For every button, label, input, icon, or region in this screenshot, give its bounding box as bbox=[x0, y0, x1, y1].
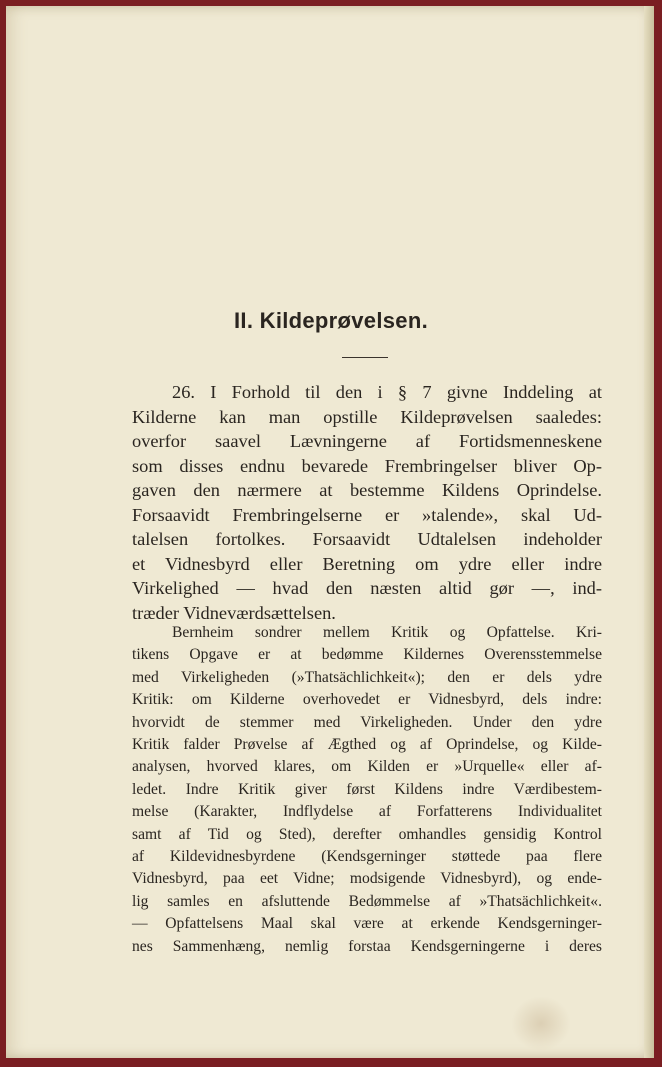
text-line: et Vidnesbyrd eller Beretning om ydre eller indre bbox=[132, 553, 602, 574]
note-line: Kritik: om Kilderne overhovedet er Vidnesbyrd, dels indre: bbox=[132, 691, 602, 709]
text-line: Virkelighed — hvad den næsten altid gør —, ind- bbox=[132, 578, 602, 598]
main-paragraph bbox=[132, 380, 602, 625]
note-line: lig samles en afsluttende Bedømmelse af »Thatsächlichkeit«. bbox=[132, 892, 602, 910]
text-line: talelsen fortolkes. Forsaavidt Udtalelsen indeholder bbox=[132, 529, 602, 549]
heading-rule bbox=[342, 357, 388, 358]
text-line: overfor saavel Lævningerne af Fortidsmenneskene bbox=[132, 431, 602, 451]
note-line: nes Sammenhæng, nemlig forstaa Kendsgerningerne i deres bbox=[132, 937, 602, 955]
text-line: Forsaavidt Frembringelserne er »talende», skal Ud- bbox=[132, 504, 602, 525]
note-line: hvorvidt de stemmer med Virkeligheden. Under den ydre bbox=[132, 713, 602, 731]
note-line: Kritik falder Prøvelse af Ægthed og af Oprindelse, og Kilde- bbox=[132, 736, 602, 754]
note-line: samt af Tid og Sted), derefter omhandles gensidig Kontrol bbox=[132, 825, 602, 843]
note-line: Vidnesbyrd, paa eet Vidne; modsigende Vidnesbyrd), og ende- bbox=[132, 870, 602, 888]
text-line: Kilderne kan man opstille Kildeprøvelsen saaledes: bbox=[132, 406, 602, 427]
paper-stain bbox=[511, 996, 571, 1051]
note-line: ledet. Indre Kritik giver først Kildens indre Værdibestem- bbox=[132, 780, 602, 798]
note-line: af Kildevidnesbyrdene (Kendsgerninger støttede paa flere bbox=[132, 848, 602, 866]
note-line: tikens Opgave er at bedømme Kildernes Overensstemmelse bbox=[132, 646, 602, 664]
text-line: træder Vidneværdsættelsen. bbox=[132, 602, 336, 623]
page-edge bbox=[644, 6, 654, 1058]
text-line: 26. I Forhold til den i § 7 givne Inddeling at bbox=[172, 382, 602, 402]
note-paragraph bbox=[132, 622, 602, 958]
note-line: med Virkeligheden (»Thatsächlichkeit«); den er dels ydre bbox=[132, 668, 602, 686]
text-line: gaven den nærmere at bestemme Kildens Oprindelse. bbox=[132, 480, 602, 500]
note-line: analysen, hvorved klares, om Kilden er »Urquelle« eller af- bbox=[132, 758, 602, 776]
note-line: — Opfattelsens Maal skal være at erkende Kendsgerninger- bbox=[132, 915, 602, 933]
note-line: Bernheim sondrer mellem Kritik og Opfattelse. Kri- bbox=[172, 624, 602, 641]
section-heading: II. Kildeprøvelsen. bbox=[234, 308, 428, 333]
note-line: melse (Karakter, Indflydelse af Forfatterens Individualitet bbox=[132, 803, 602, 821]
text-line: som disses endnu bevarede Frembringelser bliver Op- bbox=[132, 455, 602, 476]
